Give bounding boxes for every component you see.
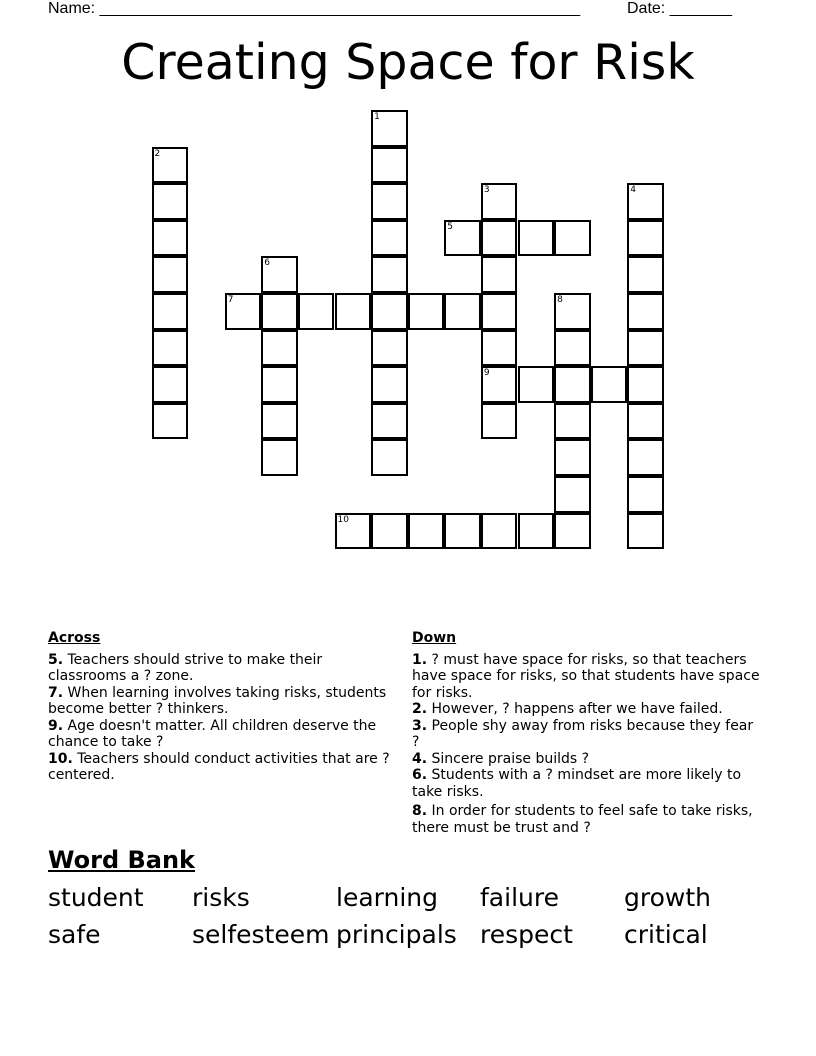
crossword-cell[interactable]: [152, 147, 189, 184]
across-clue: [48, 685, 398, 718]
crossword-cell[interactable]: [554, 403, 591, 440]
cell-number: 10: [337, 514, 349, 525]
clue-text: Teachers should conduct activities that are ? centered.: [48, 750, 390, 783]
clue-text: People shy away from risks because they fear ?: [412, 717, 754, 750]
crossword-cell[interactable]: [554, 513, 591, 550]
crossword-cell[interactable]: [261, 439, 298, 476]
across-clue: [48, 751, 398, 784]
cell-number: 5: [447, 221, 454, 232]
crossword-cell[interactable]: [481, 366, 518, 403]
crossword-cell[interactable]: [481, 403, 518, 440]
crossword-cell[interactable]: [152, 366, 189, 403]
clue-number: 1.: [412, 651, 428, 668]
down-clue: [412, 751, 762, 768]
crossword-cell[interactable]: [371, 147, 408, 184]
crossword-cell[interactable]: [518, 220, 555, 257]
crossword-cell[interactable]: [481, 293, 518, 330]
crossword-cell[interactable]: [627, 330, 664, 367]
clue-text: However, ? happens after we have failed.: [427, 701, 723, 717]
across-clue-list: [48, 652, 398, 784]
crossword-cell[interactable]: [627, 403, 664, 440]
word-bank-word: respect: [480, 920, 573, 949]
down-clue: [412, 767, 762, 800]
down-clues: [412, 630, 762, 836]
crossword-cell[interactable]: [261, 403, 298, 440]
word-bank: [48, 882, 768, 950]
crossword-cell[interactable]: [444, 293, 481, 330]
crossword-cell[interactable]: [298, 293, 335, 330]
crossword-cell[interactable]: [518, 366, 555, 403]
crossword-cell[interactable]: [408, 513, 445, 550]
crossword-cell[interactable]: [152, 403, 189, 440]
clue-number: 2.: [412, 701, 428, 717]
cell-number: 4: [630, 185, 637, 196]
clue-number: 4.: [412, 750, 428, 767]
word-bank-heading: Word Bank: [48, 846, 196, 874]
crossword-cell[interactable]: [444, 513, 481, 550]
crossword-cell[interactable]: [627, 183, 664, 220]
puzzle-title: Creating Space for Risk: [121, 34, 695, 91]
crossword-cell[interactable]: [627, 513, 664, 550]
crossword-cell[interactable]: [554, 220, 591, 257]
cell-number: 6: [264, 258, 271, 269]
word-bank-word: critical: [624, 920, 708, 949]
crossword-cell[interactable]: [627, 220, 664, 257]
cell-number: 7: [227, 295, 234, 305]
clue-number: 8.: [412, 803, 428, 819]
crossword-cell[interactable]: [371, 513, 408, 550]
word-bank-word: student: [48, 883, 144, 912]
crossword-cell[interactable]: [371, 183, 408, 220]
clue-text: Age doesn't matter. All children deserve the chance to take ?: [48, 717, 377, 750]
clue-number: 9.: [48, 717, 64, 734]
crossword-cell[interactable]: [371, 330, 408, 367]
crossword-cell[interactable]: [152, 220, 189, 257]
crossword-cell[interactable]: [518, 513, 555, 550]
crossword-cell[interactable]: [627, 256, 664, 293]
crossword-cell[interactable]: [554, 439, 591, 476]
crossword-cell[interactable]: [371, 110, 408, 147]
clue-text: Sincere praise builds ?: [427, 750, 590, 767]
crossword-cell[interactable]: [444, 220, 481, 257]
clue-number: 10.: [48, 750, 73, 767]
across-clue: [48, 718, 398, 751]
crossword-cell[interactable]: [152, 330, 189, 367]
down-clue-list: [412, 652, 762, 837]
crossword-cell[interactable]: [554, 476, 591, 513]
crossword-cell[interactable]: [225, 293, 262, 330]
word-bank-word: risks: [192, 883, 250, 912]
word-bank-word: failure: [480, 883, 559, 912]
crossword-cell[interactable]: [371, 403, 408, 440]
crossword-cell[interactable]: [481, 330, 518, 367]
crossword-cell[interactable]: [627, 476, 664, 513]
word-bank-word: selfesteem: [192, 920, 330, 949]
crossword-cell[interactable]: [152, 293, 189, 330]
crossword-cell[interactable]: [371, 439, 408, 476]
clue-text: Students with a ? mindset are more likely to take risks.: [412, 767, 742, 800]
crossword-cell[interactable]: [591, 366, 628, 403]
date-field-label: Date: _______: [627, 0, 732, 17]
crossword-cell[interactable]: [627, 293, 664, 330]
down-clue: [412, 701, 762, 718]
clue-text: When learning involves taking risks, students become better ? thinkers.: [48, 684, 387, 717]
name-field-label: Name: ______________________________________________________: [48, 0, 581, 17]
across-clues: [48, 630, 398, 784]
crossword-cell[interactable]: [335, 513, 372, 550]
crossword-cell[interactable]: [408, 293, 445, 330]
word-bank-word: safe: [48, 920, 101, 949]
crossword-cell[interactable]: [261, 256, 298, 293]
crossword-cell[interactable]: [481, 183, 518, 220]
clue-text: Teachers should strive to make their classrooms a ? zone.: [48, 651, 323, 684]
crossword-cell[interactable]: [261, 293, 298, 330]
down-heading: Down: [412, 630, 457, 646]
down-clue: [412, 718, 762, 751]
crossword-cell[interactable]: [371, 366, 408, 403]
down-clue: [412, 652, 762, 702]
crossword-cell[interactable]: [481, 513, 518, 550]
clue-number: 7.: [48, 684, 64, 701]
cell-number: 1: [374, 112, 380, 122]
crossword-cell[interactable]: [371, 256, 408, 293]
crossword-cell[interactable]: [261, 366, 298, 403]
clue-number: 6.: [412, 767, 428, 783]
crossword-cell[interactable]: [627, 439, 664, 476]
clue-number: 5.: [48, 651, 64, 668]
word-bank-word: principals: [336, 920, 457, 949]
word-bank-word: learning: [336, 883, 438, 912]
crossword-cell[interactable]: [481, 220, 518, 257]
crossword-cell[interactable]: [152, 183, 189, 220]
cell-number: 3: [483, 185, 490, 196]
crossword-cell[interactable]: [371, 293, 408, 330]
crossword-cell[interactable]: [371, 220, 408, 257]
across-heading: Across: [48, 630, 101, 646]
across-clue: [48, 652, 398, 685]
crossword-cell[interactable]: [627, 366, 664, 403]
crossword-cell[interactable]: [554, 366, 591, 403]
cell-number: 9: [483, 368, 490, 379]
crossword-cell[interactable]: [481, 256, 518, 293]
clue-number: 3.: [412, 717, 428, 734]
down-clue: [412, 803, 762, 836]
crossword-cell[interactable]: [335, 293, 372, 330]
clue-text: ? must have space for risks, so that teachers have space for risks, so that students have space for risks.: [412, 651, 760, 701]
crossword-cell[interactable]: [261, 330, 298, 367]
crossword-cell[interactable]: [554, 330, 591, 367]
clue-text: In order for students to feel safe to take risks, there must be trust and ?: [412, 803, 753, 836]
word-bank-word: growth: [624, 883, 711, 912]
crossword-cell[interactable]: [554, 293, 591, 330]
cell-number: 8: [557, 295, 563, 305]
crossword-cell[interactable]: [152, 256, 189, 293]
cell-number: 2: [154, 148, 161, 159]
